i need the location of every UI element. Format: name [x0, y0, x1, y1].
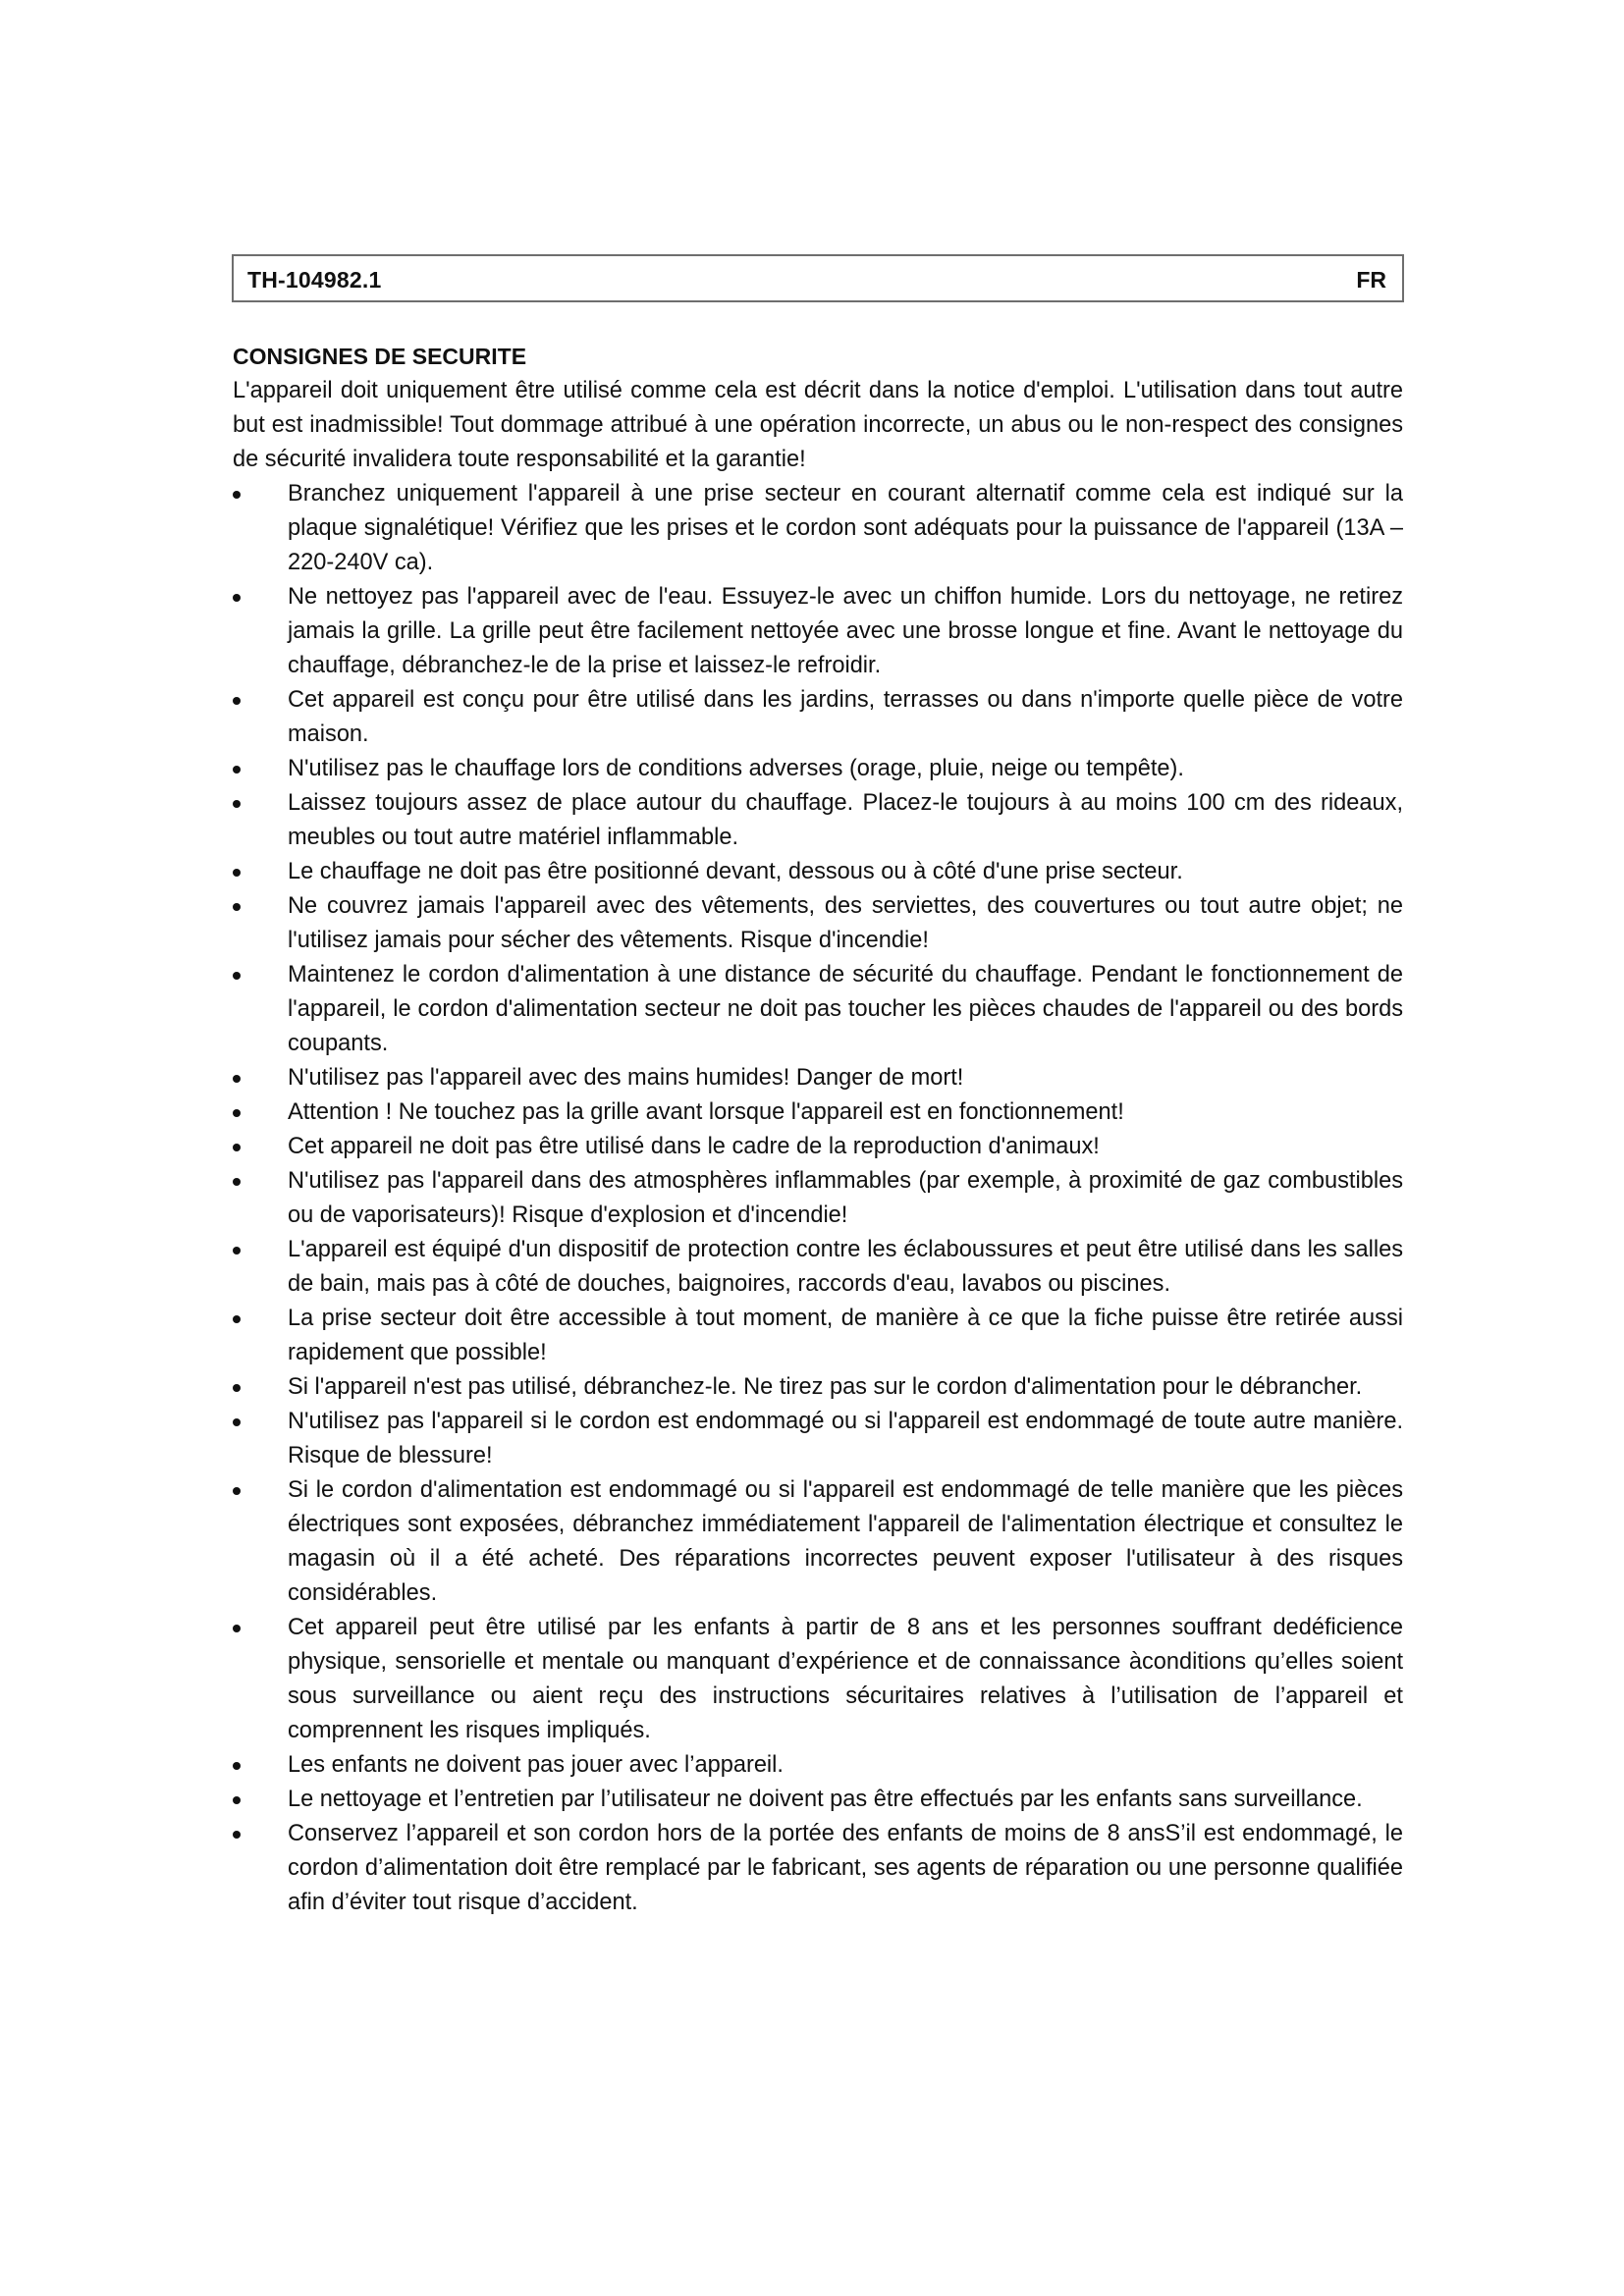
- list-item-text: Maintenez le cordon d'alimentation à une distance de sécurité du chauffage. Pendant le fonctionnement de l'appareil, le cordon d'alimentation secteur ne doit pas toucher les pièces chaudes de l'appareil ou des bords coupants.: [288, 962, 1403, 1056]
- list-item-text: Ne nettoyez pas l'appareil avec de l'eau. Essuyez-le avec un chiffon humide. Lors du nettoyage, ne retirez jamais la grille. La grille peut être facilement nettoyée avec une brosse longue et fine. Avant le nettoyage du chauffage, débranchez-le de la prise et laissez-le refroidir.: [288, 584, 1403, 678]
- list-item-text: Cet appareil est conçu pour être utilisé dans les jardins, terrasses ou dans n'importe quelle pièce de votre maison.: [288, 687, 1403, 747]
- list-item: [233, 1783, 1403, 1817]
- list-item-text: Les enfants ne doivent pas jouer avec l’appareil.: [288, 1752, 784, 1778]
- list-item: [233, 1405, 1403, 1473]
- bullet-icon: [233, 800, 241, 808]
- list-item: [233, 580, 1403, 683]
- list-item: [233, 477, 1403, 580]
- list-item-text: Cet appareil ne doit pas être utilisé dans le cadre de la reproduction d'animaux!: [288, 1134, 1100, 1159]
- bullet-icon: [233, 491, 241, 499]
- list-item-text: Si l'appareil n'est pas utilisé, débranchez-le. Ne tirez pas sur le cordon d'alimentation pour le débrancher.: [288, 1374, 1363, 1400]
- list-item: [233, 1611, 1403, 1748]
- list-item: [233, 1302, 1403, 1370]
- list-item: [233, 683, 1403, 752]
- list-item-text: N'utilisez pas le chauffage lors de conditions adverses (orage, pluie, neige ou tempête).: [288, 756, 1184, 781]
- bullet-icon: [233, 1418, 241, 1426]
- list-item: [233, 752, 1403, 786]
- bullet-icon: [233, 1247, 241, 1255]
- bullet-icon: [233, 1075, 241, 1083]
- list-item-text: Cet appareil peut être utilisé par les enfants à partir de 8 ans et les personnes souffrant dedéficience physique, sensorielle et mentale ou manquant d’expérience et de connaissance àconditions qu’elles soient sous surveillance ou aient reçu des instructions sécuritaires relatives à l’utilisation de l’appareil et comprennent les risques impliqués.: [288, 1615, 1403, 1743]
- bullet-icon: [233, 1109, 241, 1117]
- list-item: [233, 1473, 1403, 1611]
- bullet-icon: [233, 1384, 241, 1392]
- list-item-text: Attention ! Ne touchez pas la grille avant lorsque l'appareil est en fonctionnement!: [288, 1099, 1124, 1125]
- safety-section: [233, 340, 1403, 1920]
- list-item-text: N'utilisez pas l'appareil dans des atmosphères inflammables (par exemple, à proximité de gaz combustibles ou de vaporisateurs)! Risque d'explosion et d'incendie!: [288, 1168, 1403, 1228]
- intro-paragraph: L'appareil doit uniquement être utilisé comme cela est décrit dans la notice d'emploi. L'utilisation dans tout autre but est inadmissible! Tout dommage attribué à une opération incorrecte, un abus ou le non-respect des consignes de sécurité invalidera toute responsabilité et la garantie!: [233, 378, 1403, 472]
- list-item: [233, 1164, 1403, 1233]
- bullet-icon: [233, 1762, 241, 1770]
- bullet-icon: [233, 1796, 241, 1804]
- bullet-icon: [233, 1144, 241, 1151]
- document-header: [232, 254, 1404, 302]
- list-item-text: La prise secteur doit être accessible à tout moment, de manière à ce que la fiche puisse être retirée aussi rapidement que possible!: [288, 1306, 1403, 1365]
- list-item: [233, 1748, 1403, 1783]
- list-item: [233, 855, 1403, 889]
- bullet-icon: [233, 869, 241, 877]
- list-item: [233, 1095, 1403, 1130]
- model-code: TH-104982.1: [247, 267, 382, 293]
- section-title: CONSIGNES DE SECURITE: [233, 344, 527, 369]
- bullet-icon: [233, 903, 241, 911]
- list-item: [233, 1130, 1403, 1164]
- list-item: [233, 889, 1403, 958]
- bullet-icon: [233, 1315, 241, 1323]
- list-item-text: N'utilisez pas l'appareil avec des mains humides! Danger de mort!: [288, 1065, 964, 1091]
- list-item: [233, 1233, 1403, 1302]
- list-item: [233, 1817, 1403, 1920]
- list-item-text: Le nettoyage et l’entretien par l’utilisateur ne doivent pas être effectués par les enfants sans surveillance.: [288, 1787, 1363, 1812]
- bullet-icon: [233, 1487, 241, 1495]
- safety-list: [233, 477, 1403, 1920]
- language-code: FR: [1356, 267, 1386, 293]
- list-item: [233, 958, 1403, 1061]
- bullet-icon: [233, 766, 241, 774]
- bullet-icon: [233, 1625, 241, 1632]
- list-item: [233, 1370, 1403, 1405]
- list-item-text: Si le cordon d'alimentation est endommagé ou si l'appareil est endommagé de telle manière que les pièces électriques sont exposées, débranchez immédiatement l'appareil de l'alimentation électrique et consultez le magasin où il a été acheté. Des réparations incorrectes peuvent exposer l'utilisateur à des risques considérables.: [288, 1477, 1403, 1606]
- list-item-text: Le chauffage ne doit pas être positionné devant, dessous ou à côté d'une prise secteur.: [288, 859, 1183, 884]
- list-item-text: Branchez uniquement l'appareil à une prise secteur en courant alternatif comme cela est indiqué sur la plaque signalétique! Vérifiez que les prises et le cordon sont adéquats pour la puissance de l'appareil (13A – 220-240V ca).: [288, 481, 1403, 575]
- bullet-icon: [233, 1178, 241, 1186]
- bullet-icon: [233, 594, 241, 602]
- list-item-text: Ne couvrez jamais l'appareil avec des vêtements, des serviettes, des couvertures ou tout autre objet; ne l'utilisez jamais pour sécher des vêtements. Risque d'incendie!: [288, 893, 1403, 953]
- list-item-text: L'appareil est équipé d'un dispositif de protection contre les éclaboussures et peut être utilisé dans les salles de bain, mais pas à côté de douches, baignoires, raccords d'eau, lavabos ou piscines.: [288, 1237, 1403, 1297]
- bullet-icon: [233, 972, 241, 980]
- list-item: [233, 786, 1403, 855]
- list-item-text: N'utilisez pas l'appareil si le cordon est endommagé ou si l'appareil est endommagé de toute autre manière. Risque de blessure!: [288, 1409, 1403, 1468]
- bullet-icon: [233, 697, 241, 705]
- list-item-text: Laissez toujours assez de place autour du chauffage. Placez-le toujours à au moins 100 cm des rideaux, meubles ou tout autre matériel inflammable.: [288, 790, 1403, 850]
- list-item: [233, 1061, 1403, 1095]
- list-item-text: Conservez l’appareil et son cordon hors de la portée des enfants de moins de 8 ansS’il est endommagé, le cordon d’alimentation doit être remplacé par le fabricant, ses agents de réparation ou une personne qualifiée afin d’éviter tout risque d’accident.: [288, 1821, 1403, 1915]
- bullet-icon: [233, 1831, 241, 1839]
